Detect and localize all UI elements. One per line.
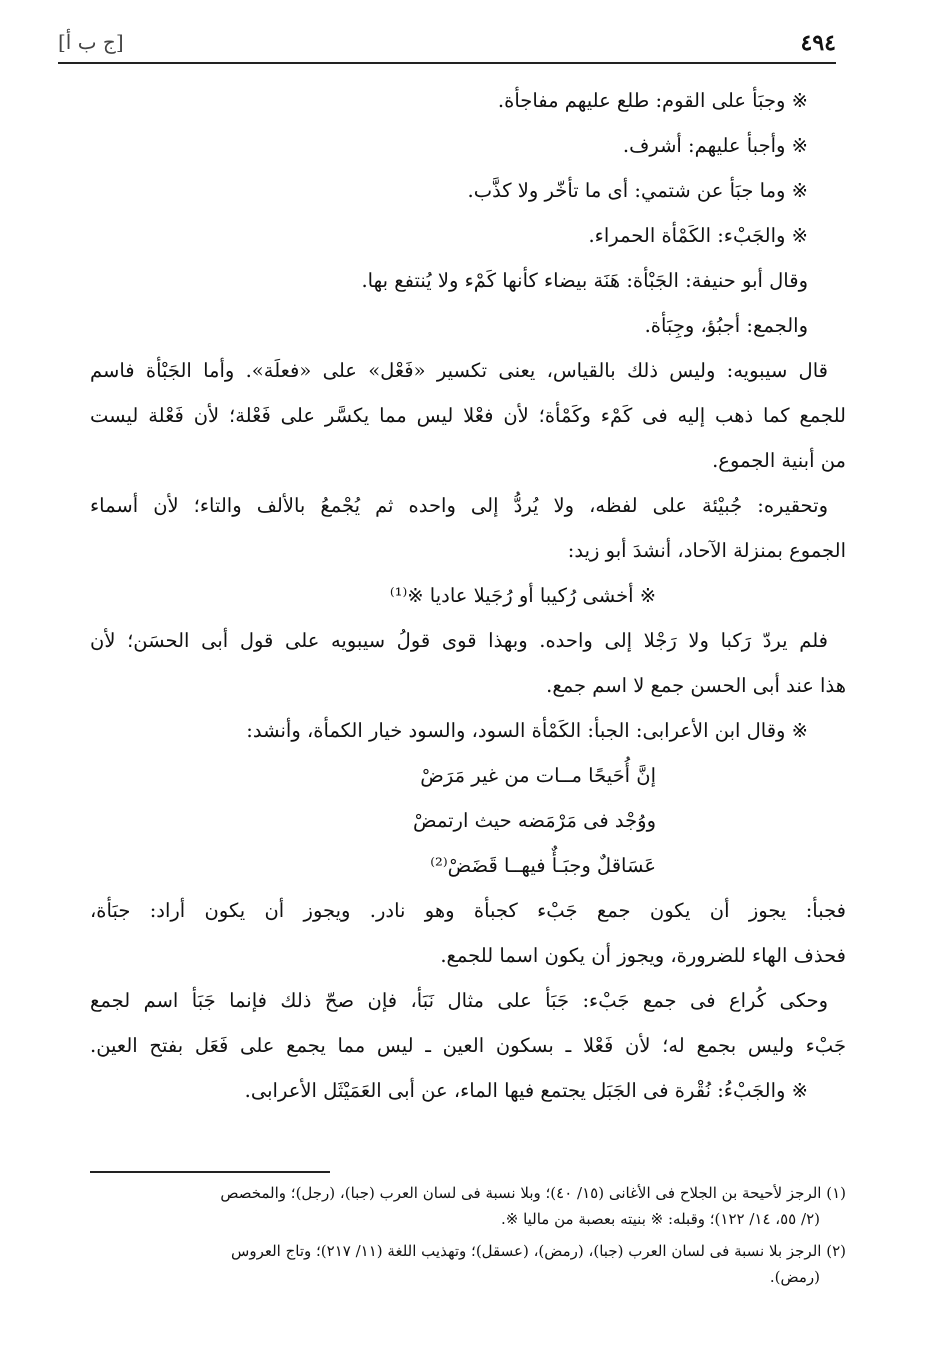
footnote-rule	[90, 1171, 330, 1173]
text-line: فلم يردّ رَكبا ولا رَجْلا إلى واحده. وبهذا قوى قولُ سيبويه على قول أبى الحسَن؛ لأن	[90, 629, 828, 652]
footnote-line: (١) الرجز لأحيحة بن الجلاح فى الأغانى (١٥/ ٤٠)؛ وبلا نسبة فى لسان العرب (جبا)، (رجل)؛ والمخصص	[220, 1184, 846, 1202]
text-line: هذا عند أبى الحسن جمع لا اسم جمع.	[546, 674, 846, 697]
text-line: الجموع بمنزلة الآحاد، أنشدَ أبو زيد:	[567, 539, 846, 562]
verse-line: ووُجْد فى مَرْمَضه حيث ارتمضْ	[412, 809, 656, 832]
text-line: ※ وما جبَأ عن شتمي: أى ما تأخّر ولا كذَّب.	[467, 179, 808, 202]
text-line: من أبنية الجموع.	[712, 449, 846, 472]
text-line: وقال أبو حنيفة: الجَبْأة: هَنَة بيضاء كأنها كَمْء ولا يُنتفع بها.	[361, 269, 808, 292]
verse-line: ※ أخشى رُكيبا أو رُجَيلا عاديا ※⁽¹⁾	[389, 584, 657, 607]
text-line: قال سيبويه: وليس ذلك بالقياس، يعنى تكسير «فَعْل» على «فعلَة». وأما الجَبْأة فاسم	[90, 359, 828, 382]
text-line: ※ والجَبْء: الكَمْأة الحمراء.	[588, 224, 808, 247]
text-line: جَبْء وليس بجمع له؛ لأن فَعْلا ـ بسكون العين ـ ليس مما يجمع على فَعَل بفتح العين.	[90, 1034, 846, 1057]
text-line: وتحقيره: جُبيْئة على لفظه، ولا يُردُّ إلى واحده ثم يُجْمعُ بالألف والتاء؛ لأن أسماء	[90, 494, 828, 517]
footnotes	[90, 1180, 846, 1290]
footnote-line: (٢) الرجز بلا نسبة فى لسان العرب (جبا)، (رمض)، (عسقل)؛ وتهذيب اللغة (١١/ ٢١٧)؛ وتاج العروس	[231, 1242, 846, 1260]
text-line: فحذف الهاء للضرورة، ويجوز أن يكون اسما للجمع.	[440, 944, 846, 967]
text-line: ※ وجبَأ على القوم: طلع عليهم مفاجأة.	[497, 89, 808, 112]
text-line: وحكى كُراع فى جمع جَبْء: جَبَأ على مثال نَبَأ، فإن صحّ ذلك فإنما جَبَأ اسم لجمع	[90, 989, 828, 1012]
text-line: للجمع كما ذهب إليه فى كَمْء وكَمْأة؛ لأن فعْلا ليس مما يكسَّر على فَعْلة؛ لأن فَعْلة ليست	[90, 404, 846, 427]
entry-reference: [ج ب أ]	[58, 30, 124, 54]
verse-line: إنَّ أُحَيحًا مــات من غير مَرَضْ	[420, 764, 656, 787]
page-number: ٤٩٤	[800, 30, 836, 56]
footnote-line: (رمض).	[769, 1268, 820, 1286]
text-line: ※ وقال ابن الأعرابى: الجبأ: الكَمْأة السود، والسود خيار الكمأة، وأنشد:	[246, 719, 808, 742]
footnote-line: (٢/ ٥٥، ١٤/ ١٢٢)؛ وقبله: ※ بنيته بعصبة من ماليا ※.	[500, 1210, 820, 1228]
text-line: ※ والجَبْءُ: نُقْرة فى الجَبَل يجتمع فيها الماء، عن أبى العَمَيْثَل الأعرابى.	[244, 1079, 808, 1102]
text-line: والجمع: أجبُؤ، وجِبَأة.	[644, 314, 808, 337]
text-line: فجبأ: يجوز أن يكون جمع جَبْء كجبأة وهو نادر. ويجوز أن يكون أراد: جبَأة،	[90, 899, 846, 922]
main-text	[90, 78, 846, 1113]
header-rule	[58, 62, 836, 64]
text-line: ※ وأجبأ عليهم: أشرف.	[622, 134, 808, 157]
verse-line: عَسَاقلٌ وجبَـأٌ فيهــا قَضَضْ⁽²⁾	[430, 854, 656, 877]
